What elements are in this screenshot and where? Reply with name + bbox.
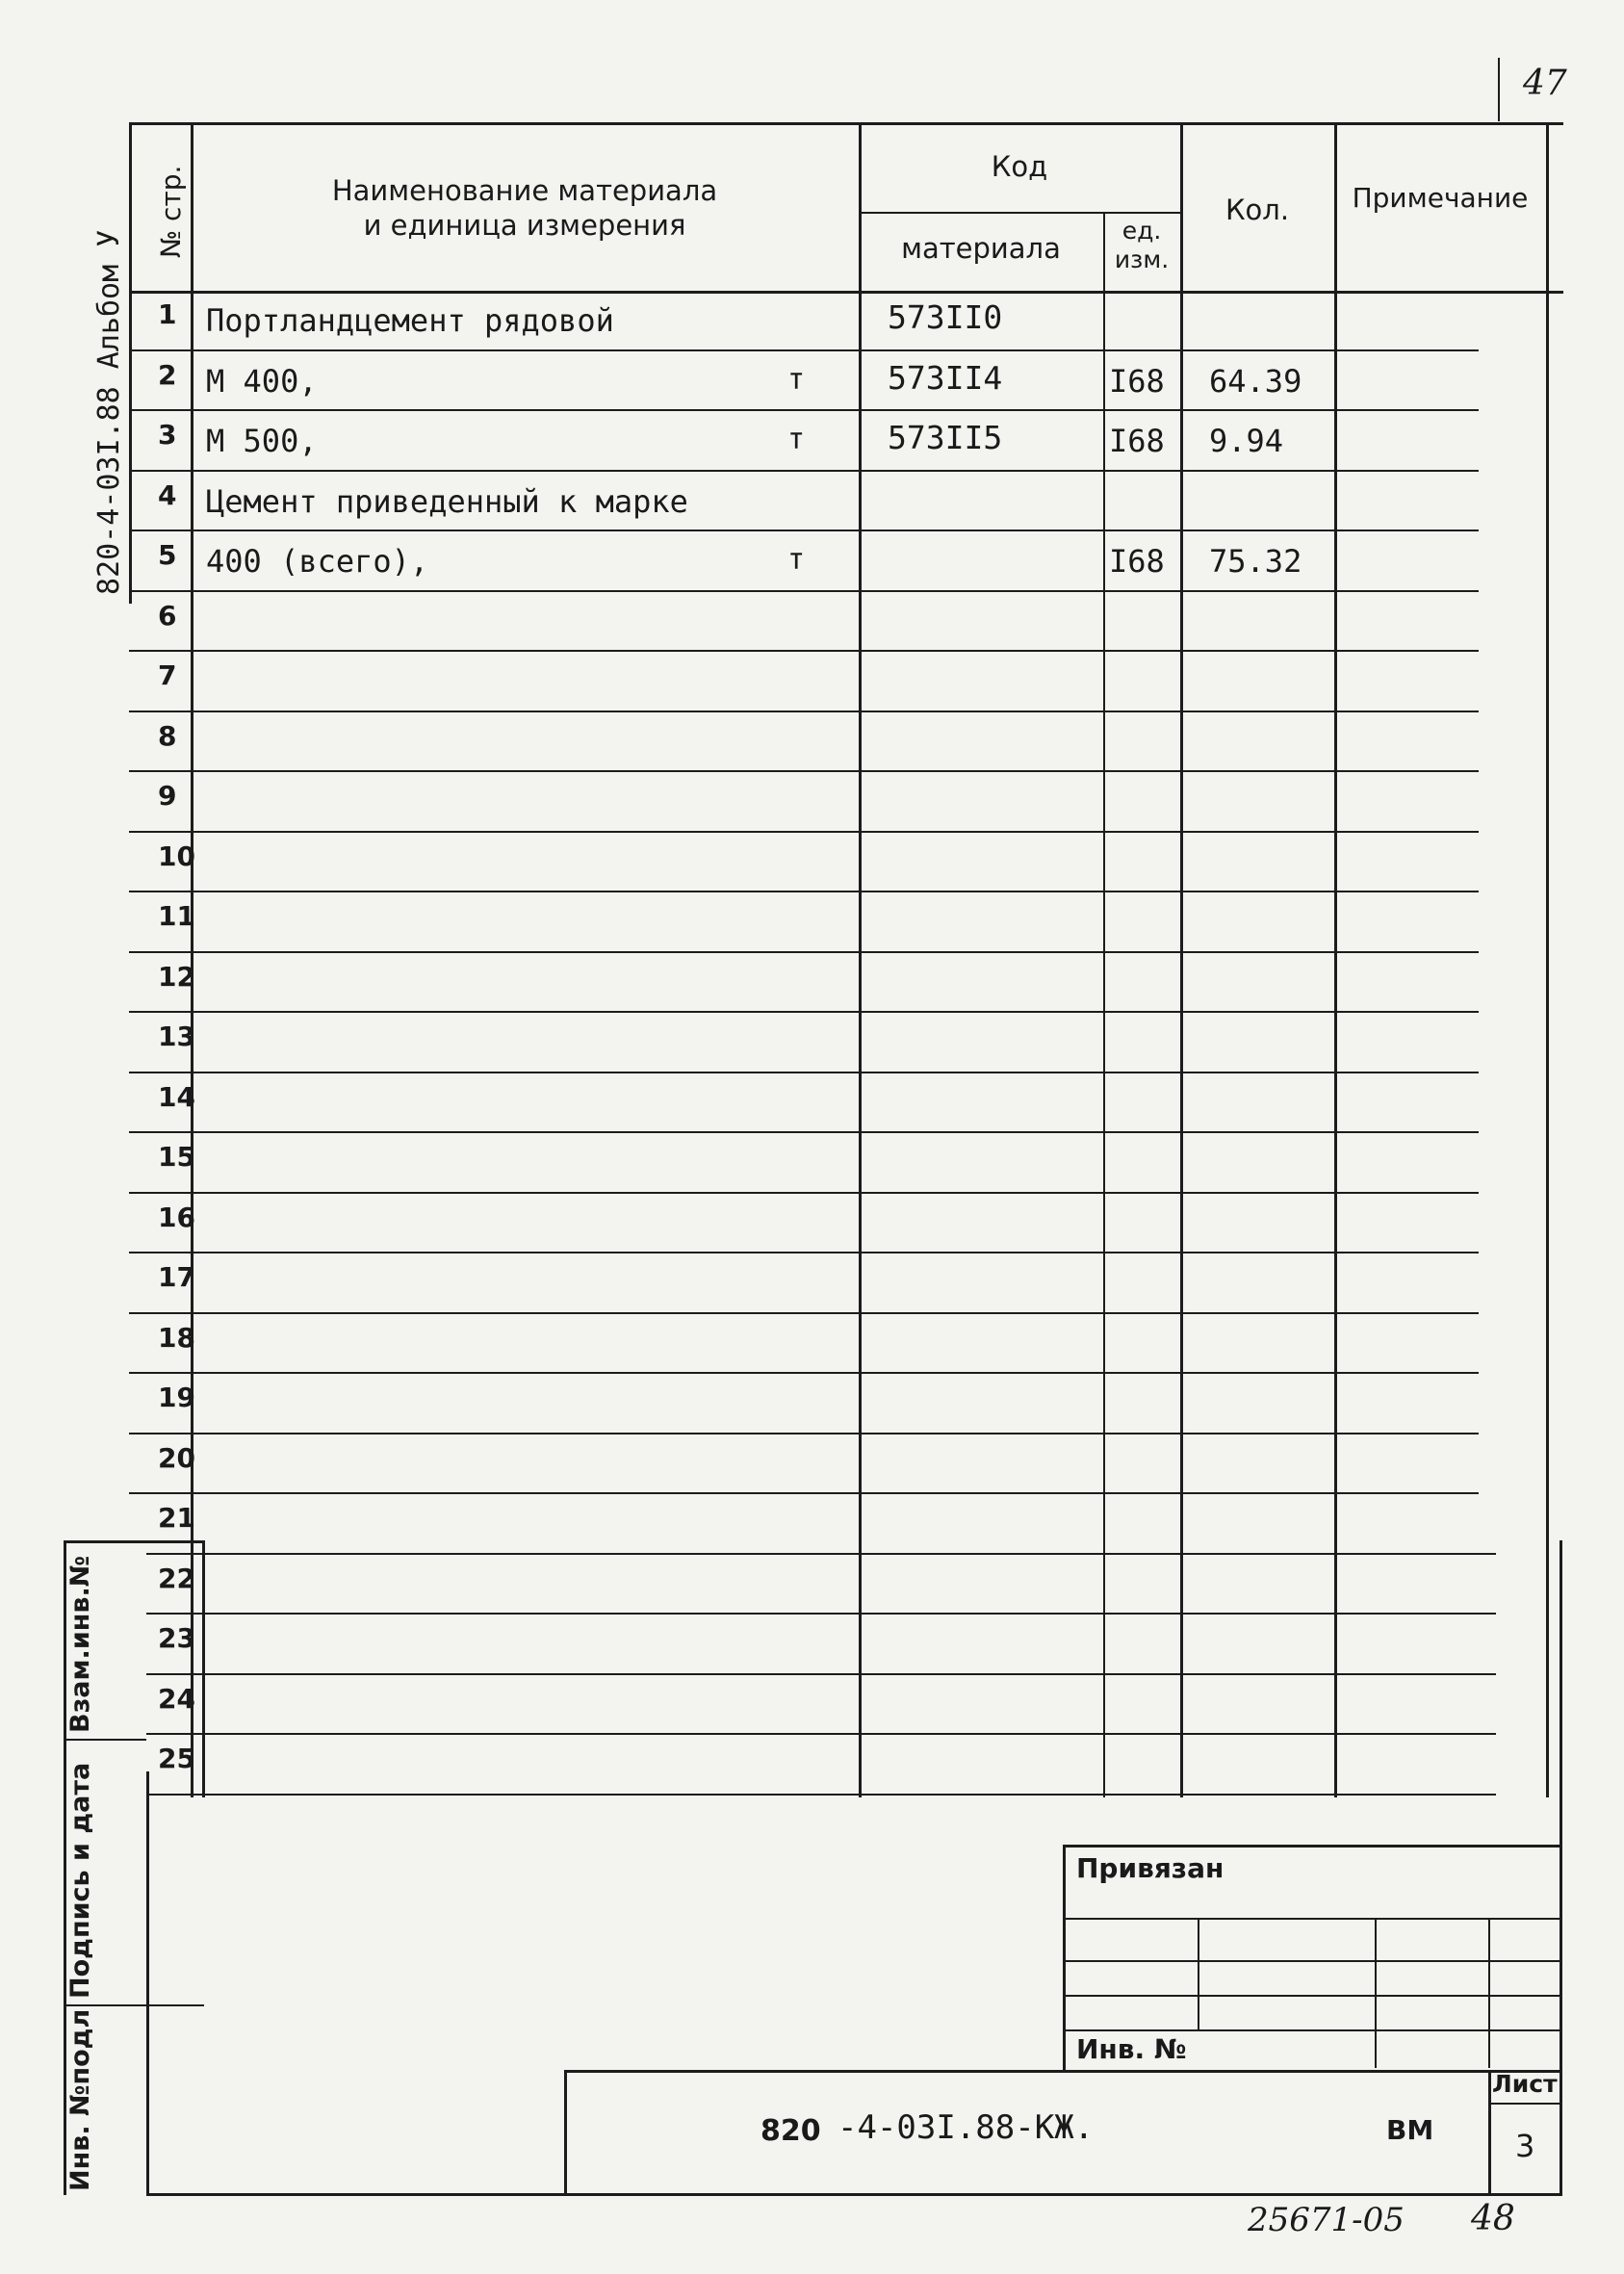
row-qty: 64.39 — [1209, 362, 1302, 400]
row-number: 11 — [158, 900, 195, 932]
table-row — [0, 531, 1624, 592]
doc-code: -4-03I.88-КЖ. — [838, 2108, 1095, 2147]
row-number: 5 — [158, 539, 177, 571]
row-number: 22 — [158, 1562, 195, 1594]
table-row — [0, 351, 1624, 412]
table-row — [0, 1194, 1624, 1254]
row-number: 20 — [158, 1441, 195, 1474]
table-row — [0, 1555, 1624, 1615]
sheet-number: 3 — [1515, 2128, 1535, 2164]
table-row — [0, 652, 1624, 712]
row-number: 17 — [158, 1261, 195, 1293]
row-number: 15 — [158, 1141, 195, 1173]
header-name: Наименование материала и единица измерения — [331, 174, 718, 242]
table-row — [0, 1374, 1624, 1434]
row-number: 16 — [158, 1201, 195, 1233]
table-row — [0, 592, 1624, 653]
row-name: М 400, — [206, 362, 318, 400]
table-row — [0, 1675, 1624, 1736]
table-row — [0, 1735, 1624, 1796]
header-row-no: № стр. — [155, 165, 187, 258]
row-number: 25 — [158, 1743, 195, 1774]
row-number: 10 — [158, 840, 195, 872]
row-unit: т — [787, 362, 806, 397]
page-number-bottom: 48 — [1471, 2199, 1515, 2238]
row-number: 18 — [158, 1321, 195, 1354]
table-row — [0, 1133, 1624, 1194]
archive-code: 25671-05 — [1248, 2201, 1405, 2239]
table-row — [0, 1615, 1624, 1675]
row-number: 23 — [158, 1622, 195, 1654]
row-number: 2 — [158, 358, 177, 391]
section-code: ВМ — [1386, 2114, 1434, 2146]
row-number: 8 — [158, 719, 177, 752]
table-row — [0, 833, 1624, 893]
page-number-top: 47 — [1523, 64, 1567, 103]
table-row — [0, 1253, 1624, 1314]
row-number: 12 — [158, 960, 195, 993]
header-code-material: материала — [901, 232, 1061, 265]
row-number: 4 — [158, 478, 177, 511]
row-number: 14 — [158, 1080, 195, 1113]
row-number: 3 — [158, 419, 177, 451]
row-eu: I68 — [1109, 543, 1165, 580]
row-number: 19 — [158, 1382, 195, 1413]
table-row — [0, 1434, 1624, 1495]
stamp-podpis-data: Подпись и дата — [65, 1762, 95, 1999]
row-qty: 75.32 — [1209, 543, 1302, 580]
table-row — [0, 1013, 1624, 1073]
row-name: М 500, — [206, 423, 318, 459]
row-code: 573II5 — [888, 419, 1003, 456]
inv-no-label: Инв. № — [1076, 2033, 1187, 2065]
row-qty: 9.94 — [1209, 423, 1284, 459]
table-row — [0, 472, 1624, 532]
row-unit: т — [787, 423, 806, 456]
table-row — [0, 772, 1624, 833]
sheet-label: Лист — [1492, 2070, 1558, 2098]
row-name: Портландцемент рядовой — [206, 302, 614, 339]
top-corner-mark — [1498, 58, 1500, 121]
row-unit: т — [787, 543, 806, 577]
row-name: 400 (всего), — [206, 543, 429, 580]
row-eu: I68 — [1109, 423, 1165, 459]
row-number: 7 — [158, 659, 177, 691]
row-number: 9 — [158, 780, 177, 812]
row-name: Цемент приведенный к марке — [206, 482, 688, 520]
row-eu: I68 — [1109, 362, 1165, 400]
table-row — [0, 1073, 1624, 1134]
row-code: 573II4 — [888, 358, 1003, 397]
row-code: 573II0 — [888, 298, 1003, 336]
header-qty: Кол. — [1224, 194, 1290, 226]
stamp-vzam-inv: Взам.инв.№ — [65, 1555, 95, 1733]
row-number: 6 — [158, 599, 177, 632]
header-note: Примечание — [1352, 182, 1529, 214]
row-number: 1 — [158, 298, 177, 330]
album-label: 820-4-03I.88 Альбом У — [92, 229, 126, 595]
stamp-inv-podl: Инв. №подл — [65, 2008, 95, 2191]
header-code-unit: ед. изм. — [1114, 217, 1170, 273]
header-code: Код — [991, 150, 1048, 183]
table-row — [0, 892, 1624, 953]
table-row — [0, 411, 1624, 472]
table-row — [0, 291, 1624, 351]
doc-code-prefix: 820 — [760, 2114, 821, 2148]
privyazan-label: Привязан — [1076, 1852, 1224, 1884]
row-number: 13 — [158, 1021, 195, 1052]
table-row — [0, 953, 1624, 1014]
table-row — [0, 712, 1624, 773]
table-row — [0, 1494, 1624, 1555]
row-number: 24 — [158, 1682, 195, 1715]
table-row — [0, 1314, 1624, 1375]
row-number: 21 — [158, 1502, 195, 1534]
